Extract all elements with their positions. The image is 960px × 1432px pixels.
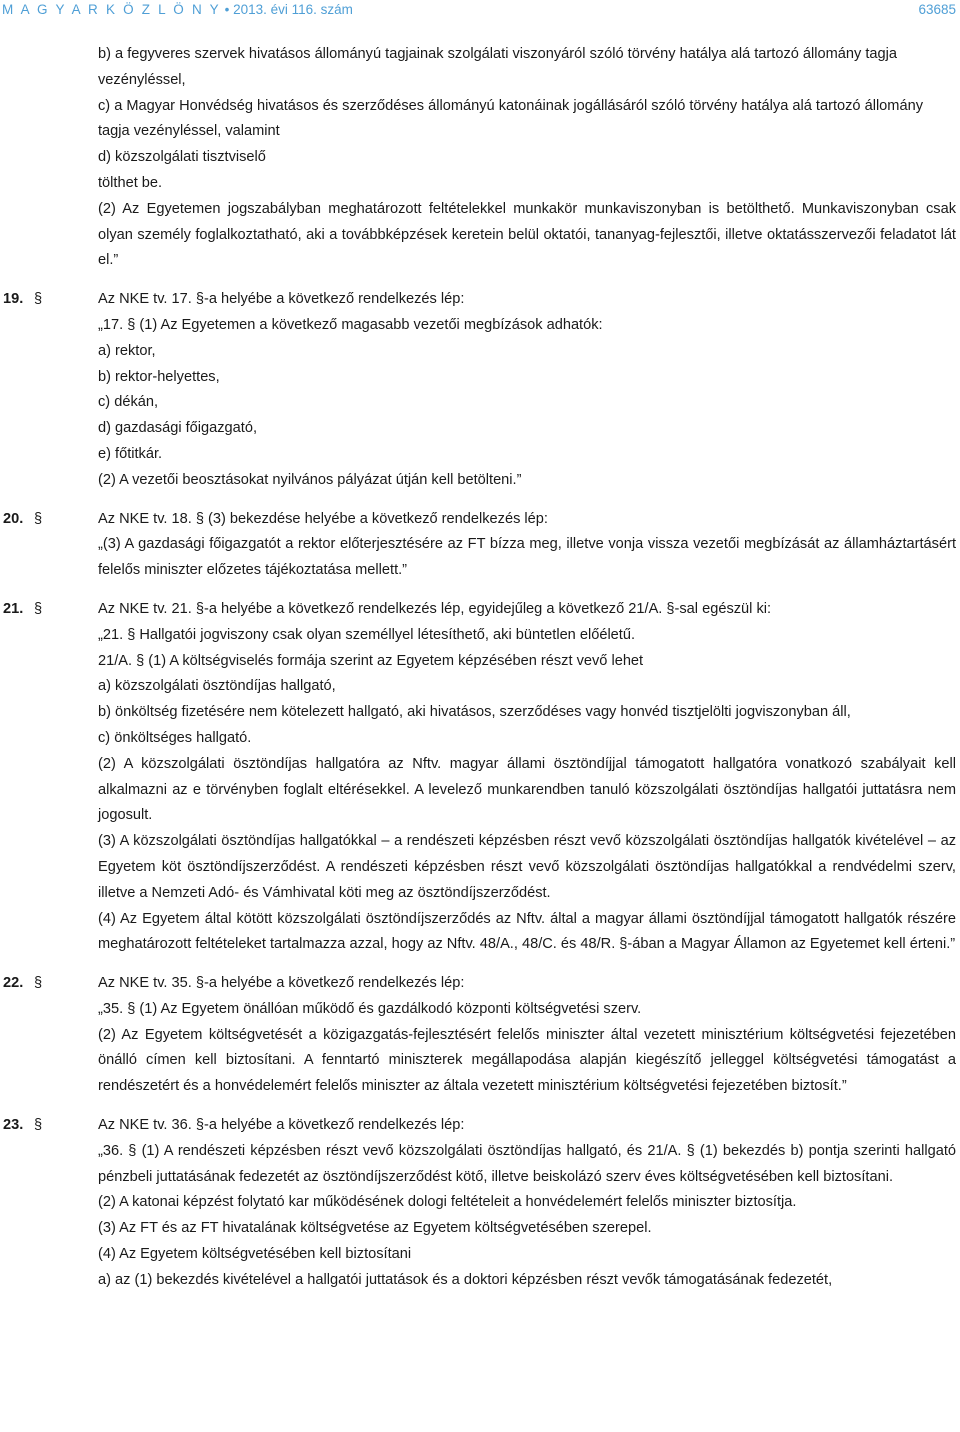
section-line: (2) A katonai képzést folytató kar működésének dologi feltételeit a honvédelemért felelős miniszter biztosítja. [98,1194,797,1211]
section-line: a) közszolgálati ösztöndíjas hallgató, [98,678,336,695]
section-symbol: § [34,291,43,308]
section-line: „21. § Hallgatói jogviszony csak olyan személlyel létesíthető, aki büntetlen előéletű. [98,626,636,643]
section-symbol: § [34,975,43,992]
section-line: „17. § (1) Az Egyetemen a következő magasabb vezetői megbízások adhatók: [98,316,603,333]
section-symbol: § [34,510,43,527]
section-22 [0,971,960,1100]
section-number: 19. [3,291,24,308]
section-line: „(3) A gazdasági főigazgatót a rektor előterjesztésére az FT bízza meg, illetve vonja vissza vezetői megbízását az államháztartásért felelős miniszter előzetes tájékoztatása mellett.” [98,536,956,579]
section-line: c) önköltséges hallgató. [98,729,252,746]
section-line: c) dékán, [98,394,159,411]
intro-paragraph-2: (2) Az Egyetemen jogszabályban meghatározott feltételekkel munkakör munkaviszonyban is betölthető. Munkaviszonyban csak olyan személy foglalkoztatható, aki a továbbképzések keretein belül oktatói, tananyag-fejlesztői, illetve oktatásszervezői feladatot lát el.” [98,200,956,269]
section-line: b) rektor-helyettes, [98,368,220,385]
section-number: 20. [3,510,24,527]
section-line: (2) Az Egyetem költségvetését a közigazgatás-fejlesztésért felelős miniszter által vezetett minisztérium költségvetési fejezetében önálló címen kell biztosítani. A fenntartó miniszterek megállapodása alapján kiegészítő jelleggel költségvetési támogatást a rendészetért és a honvédelemért felelős miniszter az általa vezetett minisztérium költségvetési fejezetében biztosít.” [98,1026,956,1095]
journal-title: M A G Y A R K Ö Z L Ö N Y [2,2,221,17]
section-line: b) önköltség fizetésére nem kötelezett hallgató, aki hivatásos, szerződéses vagy honvéd tisztjelölti jogviszonyban áll, [98,704,851,721]
section-number: 23. [3,1117,24,1134]
section-number: 21. [3,600,24,617]
intro-item-c: c) a Magyar Honvédség hivatásos és szerződéses állományú katonáinak jogállásáról szóló törvény hatálya alá tartozó állomány tagja vezényléssel, valamint [98,97,923,140]
section-symbol: § [34,600,43,617]
page-header [0,0,960,22]
section-line: d) gazdasági főigazgató, [98,420,258,437]
section-line: Az NKE tv. 17. §-a helyébe a következő rendelkezés lép: [98,291,465,308]
journal-header [2,2,353,17]
section-23 [0,1113,960,1294]
issue-label: 2013. évi 116. szám [233,2,353,17]
intro-item-b: b) a fegyveres szervek hivatásos állományú tagjainak szolgálati viszonyáról szóló törvény hatálya alá tartozó állomány tagja vezényléssel, [98,46,898,88]
intro-item-d: d) közszolgálati tisztviselő [98,149,266,166]
section-symbol: § [34,1117,43,1134]
section-20 [0,507,960,584]
section-21 [0,597,960,958]
section-line: Az NKE tv. 35. §-a helyébe a következő rendelkezés lép: [98,975,465,992]
section-line: Az NKE tv. 21. §-a helyébe a következő rendelkezés lép, egyidejűleg a következő 21/A. §-sal egészül ki: [98,600,772,617]
section-line: „36. § (1) A rendészeti képzésben részt vevő közszolgálati ösztöndíjas hallgató, és 21/A. § (1) bekezdés b) pontja szerinti hallgató pénzbeli juttatásának fedezetét az ösztöndíjszerződést kötő, illetve beiskolázó szerv éves költségvetésében kell biztosítani. [98,1142,956,1185]
intro-closing: tölthet be. [98,174,163,191]
section-line: Az NKE tv. 18. § (3) bekezdése helyébe a következő rendelkezés lép: [98,510,548,527]
section-line: Az NKE tv. 36. §-a helyébe a következő rendelkezés lép: [98,1117,465,1134]
section-line: e) főtitkár. [98,445,163,462]
section-line: 21/A. § (1) A költségviselés formája szerint az Egyetem képzésében részt vevő lehet [98,652,644,669]
section-line: „35. § (1) Az Egyetem önállóan működő és gazdálkodó központi költségvetési szerv. [98,1000,642,1017]
section-line: (4) Az Egyetem költségvetésében kell biztosítani [98,1246,412,1263]
section-19 [0,287,960,493]
document-body [0,42,960,1294]
section-line: (2) A vezetői beosztásokat nyilvános pályázat útján kell betölteni.” [98,471,522,488]
section-line: (3) Az FT és az FT hivatalának költségvetése az Egyetem költségvetésében szerepel. [98,1220,652,1237]
section-line: (3) A közszolgálati ösztöndíjas hallgatókkal – a rendészeti képzésben részt vevő közszolgálati ösztöndíjas hallgatók kivételével – az Egyetem köt ösztöndíjszerződést. A rendészeti képzésben részt vevő közszolgálati ösztöndíjas hallgatókkal a rendvédelmi szerv, illetve a Nemzeti Adó- és Vámhivatal köti meg az ösztöndíjszerződést. [98,833,956,901]
page-number: 63685 [918,2,956,17]
section-line: (2) A közszolgálati ösztöndíjas hallgatóra az Nftv. magyar állami ösztöndíjjal támogatott hallgatóra vonatkozó szabályait kell alkalmazni az e törvényben foglalt eltérésekkel. A levelező munkarendben tanuló közszolgálati ösztöndíjas hallgatói juttatásra nem jogosult. [98,755,956,824]
section-line: (4) Az Egyetem által kötött közszolgálati ösztöndíjszerződés az Nftv. által a magyar állami ösztöndíjjal támogatott hallgatók részére meghatározott feltételeket tartalmazza azzal, hogy az Nftv. 48/A., 48/C. és 48/R. §-ában a Magyar Államon az Egyetemet kell érteni.” [98,910,956,953]
section-line: a) az (1) bekezdés kivételével a hallgatói juttatások és a doktori képzésben részt vevők támogatásának fedezetét, [98,1271,833,1288]
section-line: a) rektor, [98,342,156,359]
section-number: 22. [3,975,24,992]
header-bullet: • [224,2,230,17]
